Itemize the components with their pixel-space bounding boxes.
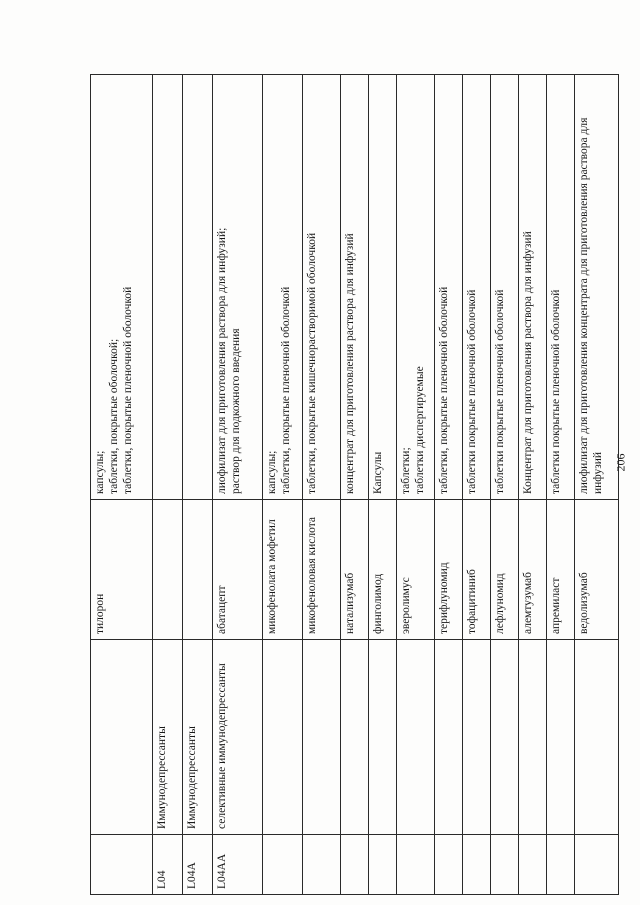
cell-forms: таблетки; таблетки диспергируемые [397,75,435,500]
cell-code [341,835,369,895]
cell-drug: тофацитиниб [463,500,491,640]
cell-group [435,640,463,835]
cell-code [435,835,463,895]
table-row [263,75,303,895]
cell-code [491,835,519,895]
cell-group [547,640,575,835]
table-row [575,75,619,895]
cell-group: Иммунодепрессанты [183,640,213,835]
cell-drug: абатацепт [213,500,263,640]
cell-forms: таблетки, покрытые кишечнорастворимой оболочкой [303,75,341,500]
cell-drug: натализумаб [341,500,369,640]
cell-group: селективные иммунодепрессанты [213,640,263,835]
cell-drug: эверолимус [397,500,435,640]
cell-code [91,835,153,895]
cell-drug [183,500,213,640]
cell-forms: таблетки покрытые пленочной оболочкой [491,75,519,500]
cell-drug: апремиласт [547,500,575,640]
cell-forms: Капсулы [369,75,397,500]
cell-forms: лиофилизат для приготовления концентрата для приготовления раствора для инфузий [575,75,619,500]
cell-group [263,640,303,835]
table-row [519,75,547,895]
cell-code [303,835,341,895]
cell-group [341,640,369,835]
cell-forms: концентрат для приготовления раствора для инфузий [341,75,369,500]
cell-forms [183,75,213,500]
table-row [341,75,369,895]
cell-drug [153,500,183,640]
cell-code [369,835,397,895]
table-row [463,75,491,895]
cell-group [575,640,619,835]
cell-forms: Концентрат для приготовления раствора для инфузий [519,75,547,500]
cell-forms: лиофилизат для приготовления раствора для инфузий; раствор для подкожного введения [213,75,263,500]
cell-drug: алемтузумаб [519,500,547,640]
cell-group: Иммунодепрессанты [153,640,183,835]
table-row [91,75,153,895]
table-row [303,75,341,895]
cell-drug: финголимод [369,500,397,640]
cell-code [547,835,575,895]
cell-code [463,835,491,895]
cell-forms [153,75,183,500]
drug-table-rotated [90,75,604,895]
cell-group [91,640,153,835]
table-row [435,75,463,895]
table-row [153,75,183,895]
cell-group [491,640,519,835]
cell-forms: капсулы; таблетки, покрытые оболочкой; таблетки, покрытые пленочной оболочкой [91,75,153,500]
table-row [183,75,213,895]
cell-forms: таблетки, покрытые пленочной оболочкой [435,75,463,500]
table-row [491,75,519,895]
page-number: 206 [613,453,628,472]
cell-forms: капсулы; таблетки, покрытые пленочной оболочкой [263,75,303,500]
cell-forms: таблетки покрытые пленочной оболочкой [547,75,575,500]
cell-drug: ведолизумаб [575,500,619,640]
cell-code [575,835,619,895]
cell-drug: микофеноловая кислота [303,500,341,640]
cell-code [397,835,435,895]
cell-drug: тилорон [91,500,153,640]
drug-table [90,74,619,895]
table-row [547,75,575,895]
cell-group [397,640,435,835]
cell-drug: терифлуномид [435,500,463,640]
cell-code: L04 [153,835,183,895]
cell-code: L04AA [213,835,263,895]
cell-forms: таблетки покрытые пленочной оболочкой [463,75,491,500]
table-row [397,75,435,895]
cell-group [519,640,547,835]
cell-code [519,835,547,895]
cell-group [463,640,491,835]
cell-code: L04A [183,835,213,895]
table-row [213,75,263,895]
cell-drug: лефлуномид [491,500,519,640]
cell-group [369,640,397,835]
cell-code [263,835,303,895]
cell-group [303,640,341,835]
table-row [369,75,397,895]
cell-drug: микофенолата мофетил [263,500,303,640]
